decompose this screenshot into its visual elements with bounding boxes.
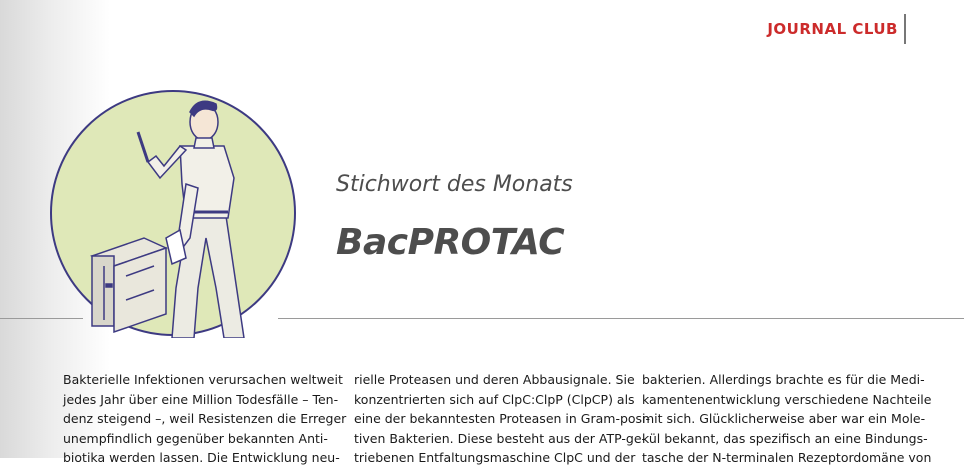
article-title: BacPROTAC xyxy=(336,222,565,263)
text-line: kül bekannt, das spezifisch an eine Bindungs- xyxy=(642,430,928,446)
header-divider xyxy=(904,14,906,44)
section-label: JOURNAL CLUB xyxy=(767,20,898,38)
text-line: rielle Proteasen und deren Abbausignale. Sie xyxy=(354,372,635,387)
text-line: tasche der N-terminalen Rezeptordomäne von xyxy=(642,450,932,465)
text-line: biotika werden lassen. Die Entwicklung neu- xyxy=(63,450,340,465)
text-line: kamentenentwicklung verschiedene Nachteile xyxy=(642,391,932,407)
text-column-1 xyxy=(63,370,347,468)
text-line: mit sich. Glücklicherweise aber war ein Mole- xyxy=(642,411,926,426)
text-line: jedes Jahr über eine Million Todesfälle – Ten- xyxy=(63,391,339,407)
illustration-circle xyxy=(51,91,295,335)
article-illustration xyxy=(48,88,298,338)
text-line: tiven Bakterien. Diese besteht aus der ATP-ge- xyxy=(354,430,647,446)
filing-cabinet xyxy=(92,238,166,332)
text-line: Bakterielle Infektionen verursachen weltweit xyxy=(63,372,343,387)
text-line: bakterien. Allerdings brachte es für die Medi- xyxy=(642,372,925,387)
article-kicker: Stichwort des Monats xyxy=(336,172,573,197)
text-line: eine der bekanntesten Proteasen in Gram-posi- xyxy=(354,411,651,426)
text-column-3 xyxy=(642,370,932,468)
text-line: denz steigend –, weil Resistenzen die Erreger xyxy=(63,411,347,426)
text-column-2 xyxy=(354,370,651,468)
text-line: unempfindlich gegenüber bekannten Anti- xyxy=(63,430,328,446)
text-line: triebenen Entfaltungsmaschine ClpC und der xyxy=(354,450,636,465)
horizontal-rule-right xyxy=(278,318,964,319)
text-line: konzentrierten sich auf ClpC:ClpP (ClpCP) als xyxy=(354,391,635,407)
